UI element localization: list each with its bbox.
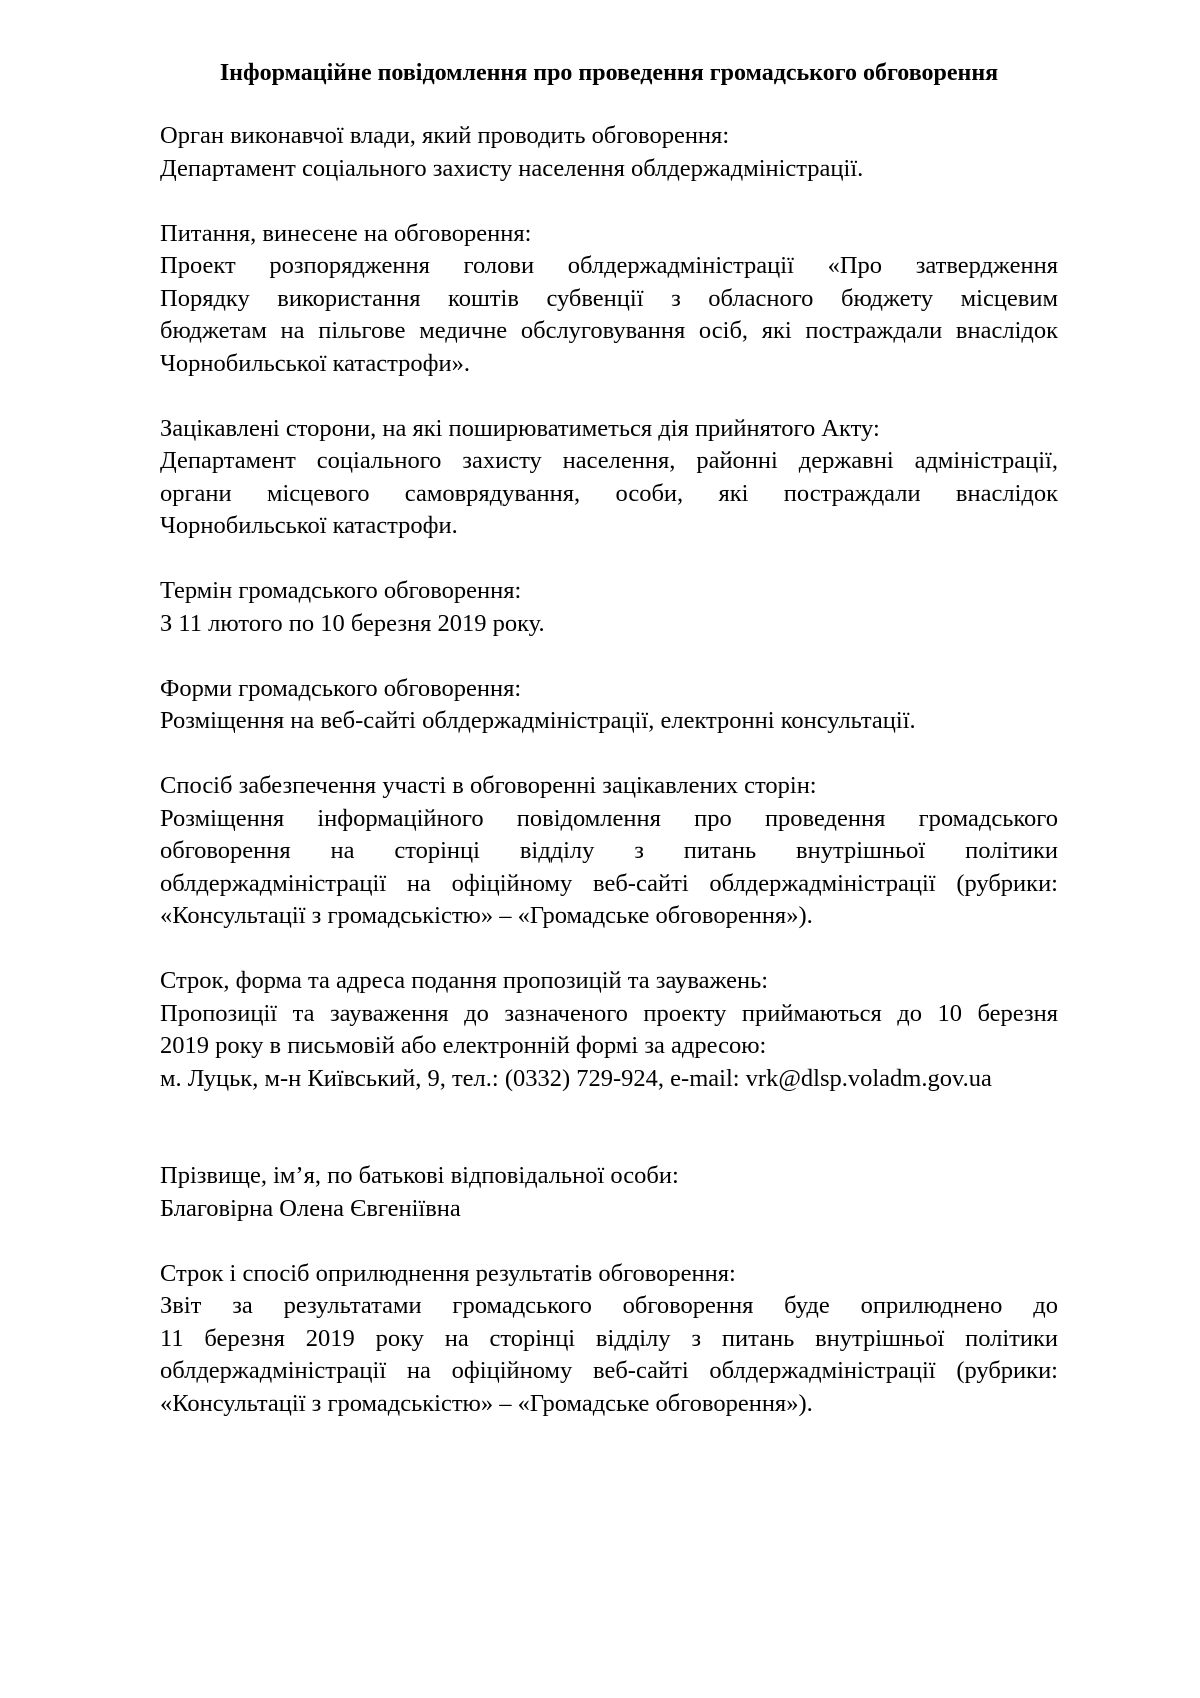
document-body — [160, 120, 1058, 1453]
section-heading: Термін громадського обговорення: — [160, 577, 522, 604]
section-text-line: «Консультації з громадськістю» – «Громадське обговорення»). — [160, 902, 813, 929]
section-text-line: Департамент соціального захисту населення облдержадміністрації. — [160, 154, 864, 182]
section-discussion-subject — [160, 218, 1058, 381]
contact-line: м. Луцьк, м-н Київський, 9, тел.: (0332) 729-924, e-mail: vrk@dlsp.voladm.gov.ua — [160, 1064, 992, 1092]
section-text-line: Розміщення інформаційного повідомлення про проведення громадського — [160, 804, 1058, 832]
section-text-line: Чорнобильської катастрофи. — [160, 512, 458, 539]
section-text-line: органи місцевого самоврядування, особи, які постраждали внаслідок — [160, 479, 1058, 507]
section-participation-method — [160, 770, 1058, 933]
section-heading: Строк і спосіб оприлюднення результатів обговорення: — [160, 1259, 736, 1287]
section-text-line: бюджетам на пільгове медичне обслуговування осіб, які постраждали внаслідок — [160, 317, 1058, 344]
section-text-line: Звіт за результатами громадського обговорення буде оприлюднено до — [160, 1292, 1058, 1319]
section-text-line: Департамент соціального захисту населення, районні державні адміністрації, — [160, 447, 1058, 474]
section-heading: Спосіб забезпечення участі в обговоренні зацікавлених сторін: — [160, 772, 817, 799]
section-text-line: Проект розпорядження голови облдержадміністрації «Про затвердження — [160, 252, 1058, 279]
section-text-line: 2019 року в письмовій або електронній формі за адресою: — [160, 1032, 767, 1059]
section-text-line: Розміщення на веб-сайті облдержадміністрації, електронні консультації. — [160, 707, 916, 734]
section-discussion-period — [160, 575, 1058, 640]
section-heading: Питання, винесене на обговорення: — [160, 219, 532, 247]
section-heading: Орган виконавчої влади, який проводить обговорення: — [160, 122, 730, 149]
section-discussion-forms — [160, 673, 1058, 738]
section-text-line: Чорнобильської катастрофи». — [160, 349, 471, 377]
section-text-line: Порядку використання коштів субвенції з обласного бюджету місцевим — [160, 284, 1058, 312]
section-results-publication — [160, 1258, 1058, 1421]
section-text-line: «Консультації з громадськістю» – «Громадське обговорення»). — [160, 1389, 813, 1417]
section-responsible-person — [160, 1160, 1058, 1225]
section-heading: Зацікавлені сторони, на які поширюватиметься дія прийнятого Акту: — [160, 414, 880, 442]
responsible-person-name: Благовірна Олена Євгеніївна — [160, 1194, 461, 1222]
document-title: Інформаційне повідомлення про проведення громадського обговорення — [219, 60, 999, 86]
section-text-line: обговорення на сторінці відділу з питань внутрішньої політики — [160, 837, 1058, 864]
section-heading: Прізвище, ім’я, по батькові відповідальної особи: — [160, 1162, 679, 1189]
section-interested-parties — [160, 413, 1058, 543]
section-text-line: облдержадміністрації на офіційному веб-сайті облдержадміністрації (рубрики: — [160, 869, 1058, 897]
section-executive-body — [160, 120, 1058, 185]
section-submission-details — [160, 965, 1058, 1095]
section-text-line: облдержадміністрації на офіційному веб-сайті облдержадміністрації (рубрики: — [160, 1357, 1058, 1384]
section-text-line: 11 березня 2019 року на сторінці відділу з питань внутрішньої політики — [160, 1324, 1058, 1352]
section-text-line: З 11 лютого по 10 березня 2019 року. — [160, 609, 545, 637]
section-text-line: Пропозиції та зауваження до зазначеного проекту приймаються до 10 березня — [160, 999, 1058, 1027]
section-heading: Форми громадського обговорення: — [160, 674, 522, 702]
section-heading: Строк, форма та адреса подання пропозицій та зауважень: — [160, 967, 769, 994]
